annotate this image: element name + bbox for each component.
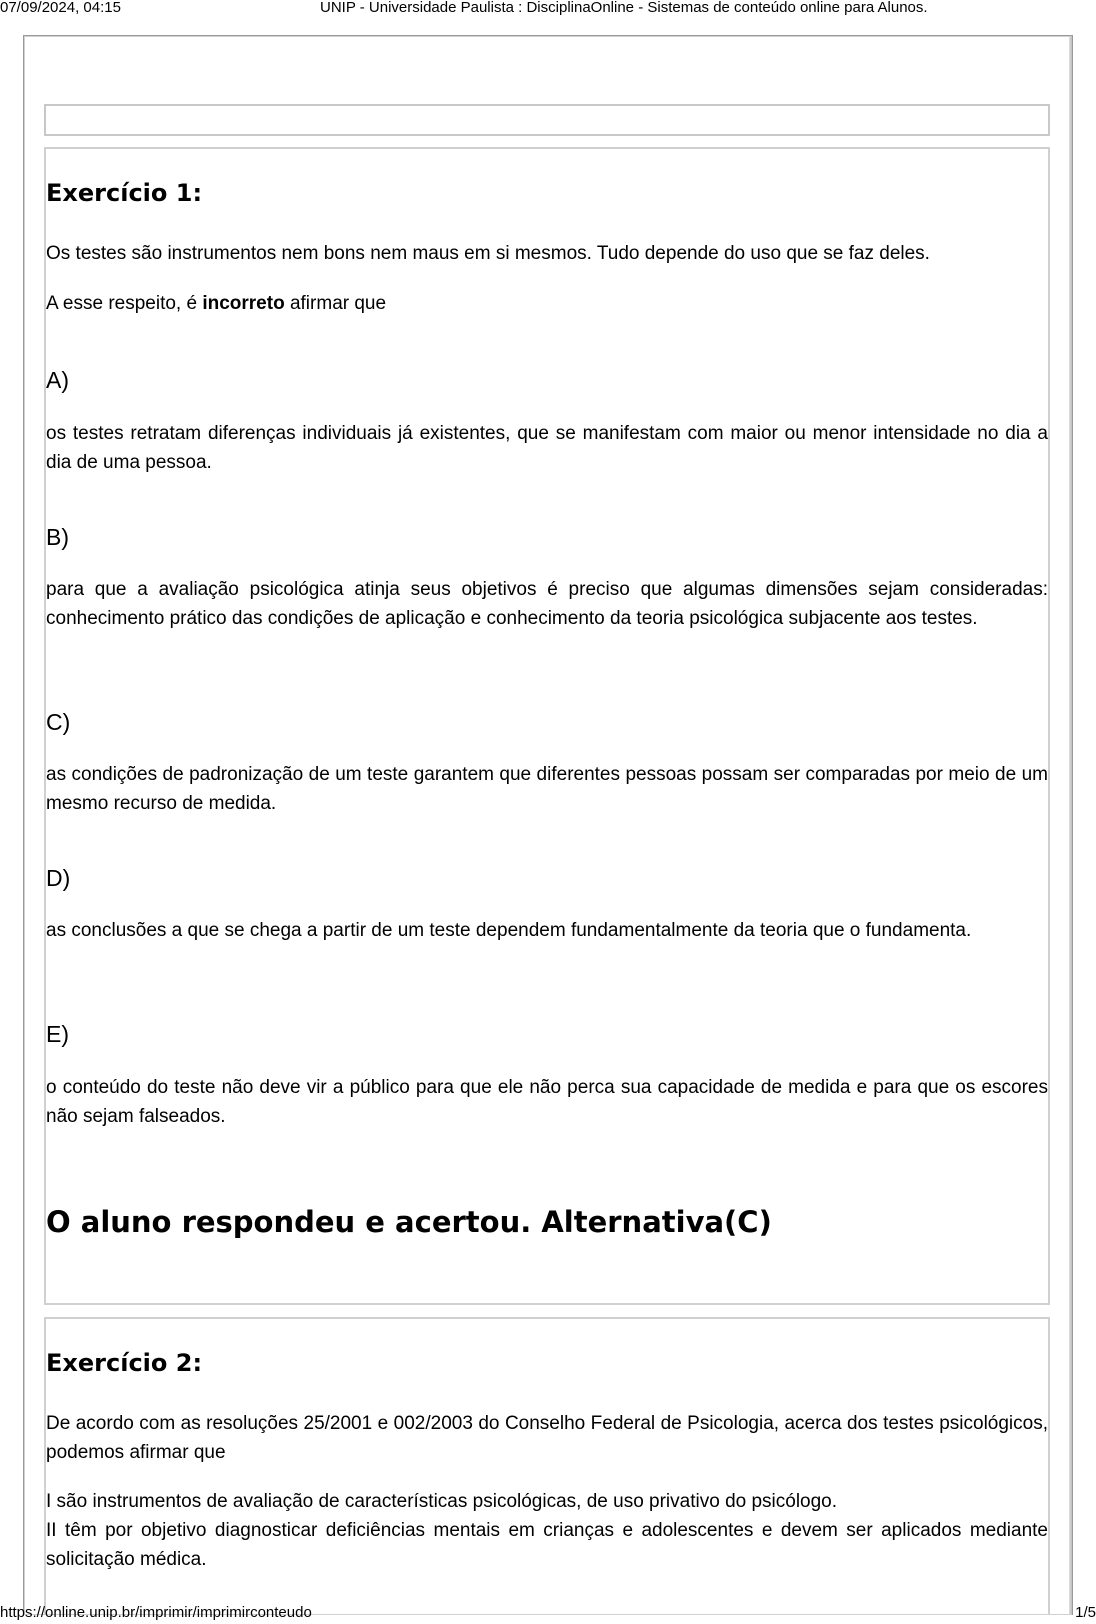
exercise-2-item-1: I são instrumentos de avaliação de características psicológicas, de uso privativo do psicólogo.: [46, 1491, 838, 1512]
print-footer: [0, 1602, 1096, 1624]
option-d-text: as conclusões a que se chega a partir de um teste dependem fundamentalmente da teoria que o fundamenta.: [46, 920, 972, 941]
frame-shadow: [1069, 36, 1072, 1615]
option-b-text: para que a avaliação psicológica atinja seus objetivos é preciso que algumas dimensões sejam consideradas: conhecimento prático das condições de aplicação e conhecimento da teoria psicológica subjacente aos testes.: [46, 579, 1048, 629]
option-e-label: E): [46, 1021, 69, 1047]
exercise-2-statement: De acordo com as resoluções 25/2001 e 002/2003 do Conselho Federal de Psicologia, acerca dos testes psicológicos, podemos afirmar que: [46, 1413, 1048, 1463]
exercise-2-title: Exercício 2:: [46, 1349, 203, 1377]
option-a-label: A): [46, 367, 69, 393]
exercise-2-box: [44, 1317, 1050, 1615]
exercise-1-statement: Os testes são instrumentos nem bons nem maus em si mesmos. Tudo depende do uso que se faz deles.: [46, 243, 930, 264]
question-emphasis: incorreto: [202, 293, 285, 314]
exercise-1-box: [44, 147, 1050, 1305]
option-b-label: B): [46, 524, 69, 550]
option-c-label: C): [46, 709, 71, 735]
option-e-text: o conteúdo do teste não deve vir a público para que ele não perca sua capacidade de medida e para que os escores não sejam falseados.: [46, 1077, 1048, 1127]
print-page-title: UNIP - Universidade Paulista : DisciplinaOnline - Sistemas de conteúdo online para Alunos.: [320, 0, 928, 16]
content-frame: [23, 35, 1073, 1615]
page-counter: 1/5: [1075, 1604, 1096, 1621]
result-message: O aluno respondeu e acertou. Alternativa(C): [46, 1205, 772, 1239]
exercise-2-item-2: II têm por objetivo diagnosticar deficiências mentais em crianças e adolescentes e devem ser aplicados mediante solicitação médica.: [46, 1520, 1048, 1570]
print-date: 07/09/2024, 04:15: [0, 0, 121, 16]
print-header: [0, 0, 1096, 22]
print-url: https://online.unip.br/imprimir/imprimirconteudo: [0, 1604, 312, 1621]
empty-header-box: [44, 104, 1050, 136]
exercise-1-title: Exercício 1:: [46, 179, 203, 207]
option-d-label: D): [46, 865, 71, 891]
option-a-text: os testes retratam diferenças individuais já existentes, que se manifestam com maior ou menor intensidade no dia a dia de uma pessoa.: [46, 423, 1048, 473]
option-c-text: as condições de padronização de um teste garantem que diferentes pessoas possam ser comparadas por meio de um mesmo recurso de medida.: [46, 764, 1048, 814]
exercise-1-question: A esse respeito, é incorreto afirmar que: [46, 293, 387, 314]
